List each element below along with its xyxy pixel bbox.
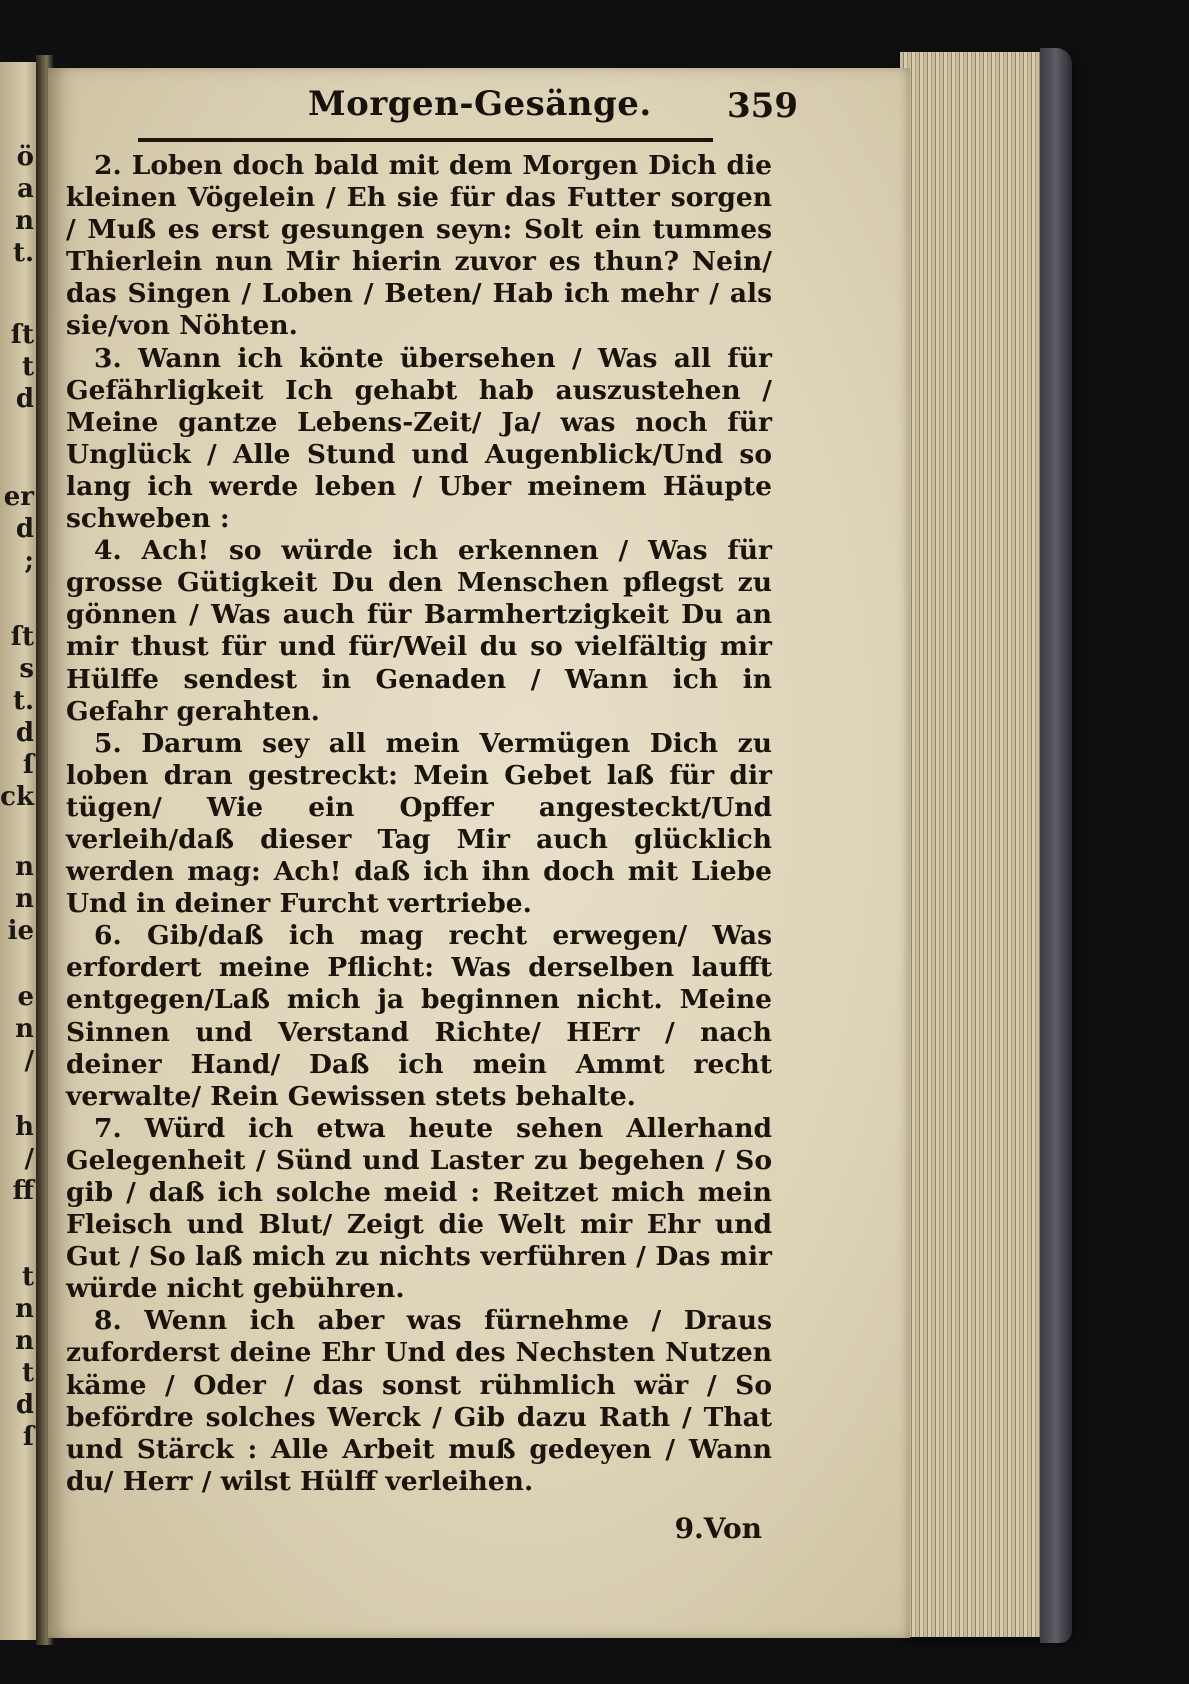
stanza-number: 6.	[94, 920, 122, 952]
running-title: Morgen-Gesänge.	[308, 84, 652, 124]
stanza-text: Wann ich könte übersehen / Was all für Gefährligkeit Ich gehabt hab auszustehen / Meine gantze Lebens-Zeit/ Ja/ was noch für Unglück / Alle Stund und Augenblick/Und so lang ich werde leben / Uber meinem Häupte schweben :	[66, 342, 772, 535]
stanza-7	[66, 1113, 772, 1306]
stanza-4	[66, 535, 772, 728]
facing-page-line-ends: ö a n t. ſt t d er d ; ſt s t. d ſ ck n n ie e n / h / ff t n n t d ſ	[0, 142, 34, 1452]
stanza-number: 3.	[94, 342, 122, 374]
stanza-5	[66, 728, 772, 921]
stanza-8	[66, 1305, 772, 1498]
page-number: 359	[727, 86, 798, 126]
stanza-2	[66, 150, 772, 343]
book-cover-edge	[1040, 48, 1072, 1643]
stanza-text: Gib/daß ich mag recht erwegen/ Was erfordert meine Pflicht: Was derselben laufft entgegen/Laß mich ja beginnen nicht. Meine Sinnen und Verstand Richte/ HErr / nach deiner Hand/ Daß ich mein Ammt recht verwalte/ Rein Gewissen stets behalte.	[66, 920, 772, 1112]
hymn-text	[66, 150, 772, 1498]
stanza-number: 5.	[94, 727, 122, 759]
stanza-text: Würd ich etwa heute sehen Allerhand Gelegenheit / Sünd und Laster zu begehen / So gib / daß ich solche meid : Reitzet mich mein Fleisch und Blut/ Zeigt die Welt mir Ehr und Gut / So laß mich zu nichts verführen / Das mir würde nicht gebühren.	[66, 1112, 772, 1305]
stanza-text: Darum sey all mein Vermügen Dich zu loben dran gestreckt: Mein Gebet laß für dir tügen/ Wie ein Opffer angesteckt/Und verleih/daß dieser Tag Mir auch glücklich werden mag: Ach! daß ich ihn doch mit Liebe Und in deiner Furcht vertriebe.	[66, 727, 773, 920]
stanza-number: 7.	[94, 1112, 122, 1144]
stanza-number: 4.	[94, 535, 122, 567]
stanza-6	[66, 920, 772, 1113]
book-page	[48, 68, 910, 1638]
stanza-number: 8.	[94, 1305, 122, 1337]
stanza-3	[66, 343, 772, 536]
header-rule	[138, 138, 713, 142]
stanza-text: Wenn ich aber was fürnehme / Draus zuforderst deine Ehr Und des Nechsten Nutzen käme / Oder / das sonst rühmlich wär / So befördre solches Werck / Gib dazu Rath / That und Stärck : Alle Arbeit muß gedeyen / Wann du/ Herr / wilst Hülff verleihen.	[66, 1305, 772, 1497]
stanza-number: 2.	[94, 150, 122, 181]
page-header	[138, 84, 808, 144]
stanza-text: Ach! so würde ich erkennen / Was für grosse Gütigkeit Du den Menschen pflegst zu gönnen / Was auch für Barmhertzigkeit Du an mir thust für und für/Weil du so vielfältig mir Hülffe sendest in Genaden / Wann ich in Gefahr gerahten.	[66, 535, 772, 727]
stanza-text: Loben doch bald mit dem Morgen Dich die kleinen Vögelein / Eh sie für das Futter sorgen / Muß es erst gesungen seyn: Solt ein tummes Thierlein nun Mir hierin zuvor es thun? Nein/ das Singen / Loben / Beten/ Hab ich mehr / als sie/von Nöhten.	[66, 150, 772, 342]
catchword: 9.Von	[674, 1512, 762, 1545]
